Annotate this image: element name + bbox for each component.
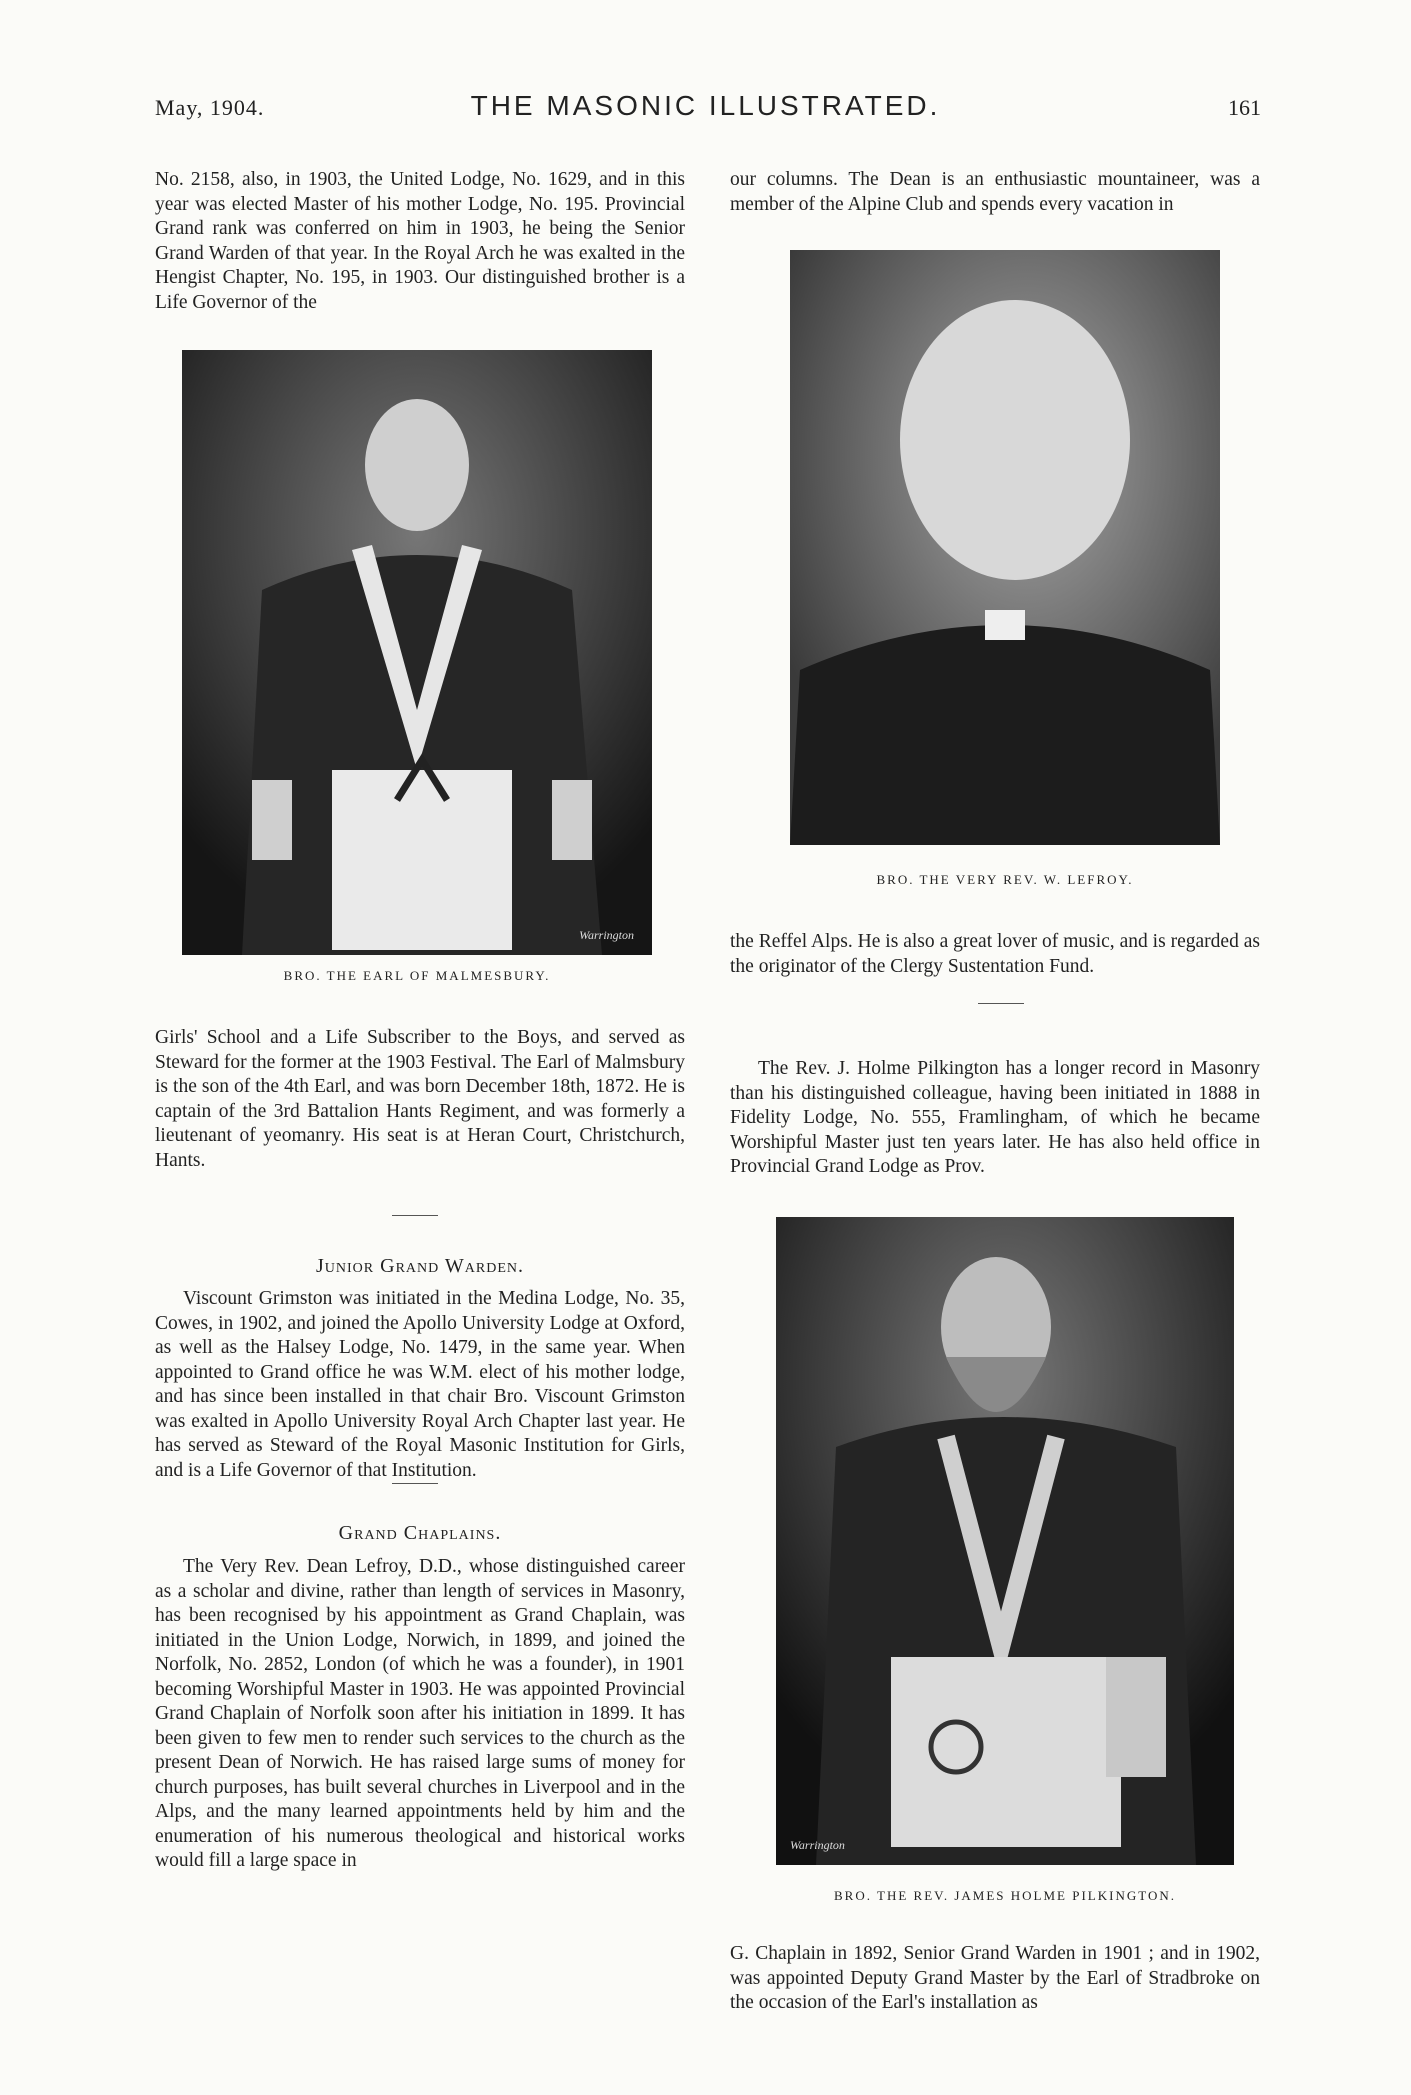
caption-very-rev-w-lefroy: BRO. THE VERY REV. W. LEFROY. <box>876 872 1134 887</box>
portrait-rev-james-holme-pilkington <box>776 1217 1234 1865</box>
divider-rule <box>392 1215 438 1216</box>
caption-rev-james-holme-pilkington: BRO. THE REV. JAMES HOLME PILKINGTON. <box>834 1888 1176 1903</box>
page-number: 161 <box>1228 95 1261 120</box>
photographer-signature: Warrington <box>579 928 634 942</box>
right-paragraph-1: our columns. The Dean is an enthusiastic mountaineer, was a member of the Alpine Club and spends every vacation in <box>730 169 1260 215</box>
photographer-signature: Warrington <box>790 1838 845 1852</box>
divider-rule <box>978 1003 1024 1004</box>
left-paragraph-2: Girls' School and a Life Subscriber to the Boys, and served as Steward for the former at the 1903 Festival. The Earl of Malmsbury is the son of the 4th Earl, and was born December 18th, 1872. He is captain of the 3rd Battalion Hants Regiment, and was formerly a lieutenant of yeomanry. His seat is at Heran Court, Christchurch, Hants. <box>155 1027 685 1171</box>
page-title: THE MASONIC ILLUSTRATED. <box>470 90 941 121</box>
portrait-earl-of-malmesbury <box>182 350 652 955</box>
divider-rule <box>392 1483 438 1484</box>
right-paragraph-2: the Reffel Alps. He is also a great lover of music, and is regarded as the originator of the Clergy Sustentation Fund. <box>730 931 1260 977</box>
portrait-very-rev-w-lefroy <box>790 250 1220 845</box>
right-paragraph-3: The Rev. J. Holme Pilkington has a longer record in Masonry than his distinguished colleague, having been initiated in 1888 in Fidelity Lodge, No. 555, Framlingham, of which he became Worshipful Master just ten years later. He has also held office in Provincial Grand Lodge as Prov. <box>730 1058 1260 1177</box>
left-paragraph-3: Viscount Grimston was initiated in the Medina Lodge, No. 35, Cowes, in 1902, and joined the Apollo University Lodge at Oxford, as well as the Halsey Lodge, No. 1479, in the same year. When appointed to Grand office he was W.M. elect of his mother lodge, and has since been installed in that chair Bro. Viscount Grimston was exalted in Apollo University Royal Arch Chapter last year. He has served as Steward of the Royal Masonic Institution for Girls, and is a Life Governor of that Institution. <box>155 1288 685 1481</box>
page-date: May, 1904. <box>155 95 265 120</box>
left-paragraph-4: The Very Rev. Dean Lefroy, D.D., whose distinguished career as a scholar and divine, rather than length of services in Masonry, has been recognised by his appointment as Grand Chaplain, was initiated in the Union Lodge, Norwich, in 1899, and joined the Norfolk, No. 2852, London (of which he was a founder), in 1901 becoming Worshipful Master in 1903. He was appointed Provincial Grand Chaplain of Norfolk soon after his initiation in 1899. It has been given to few men to render such services to the church as the present Dean of Norwich. He has raised large sums of money for church purposes, has built several churches in Liverpool and in the Alps, and the many learned appointments held by him and the enumeration of his numerous theological and historical works would fill a large space in <box>155 1556 685 1871</box>
heading-junior-grand-warden: Junior Grand Warden. <box>316 1255 524 1277</box>
heading-grand-chaplains: Grand Chaplains. <box>338 1522 502 1544</box>
left-paragraph-1: No. 2158, also, in 1903, the United Lodge, No. 1629, and in this year was elected Master of his mother Lodge, No. 195. Provincial Grand rank was conferred on him in 1903, he being the Senior Grand Warden of that year. In the Royal Arch he was exalted in the Hengist Chapter, No. 195, in 1903. Our distinguished brother is a Life Governor of the <box>155 169 685 313</box>
caption-earl-of-malmesbury: BRO. THE EARL OF MALMESBURY. <box>283 968 551 983</box>
right-paragraph-4: G. Chaplain in 1892, Senior Grand Warden in 1901 ; and in 1902, was appointed Deputy Grand Master by the Earl of Stradbroke on the occasion of the Earl's installation as <box>730 1943 1260 2013</box>
